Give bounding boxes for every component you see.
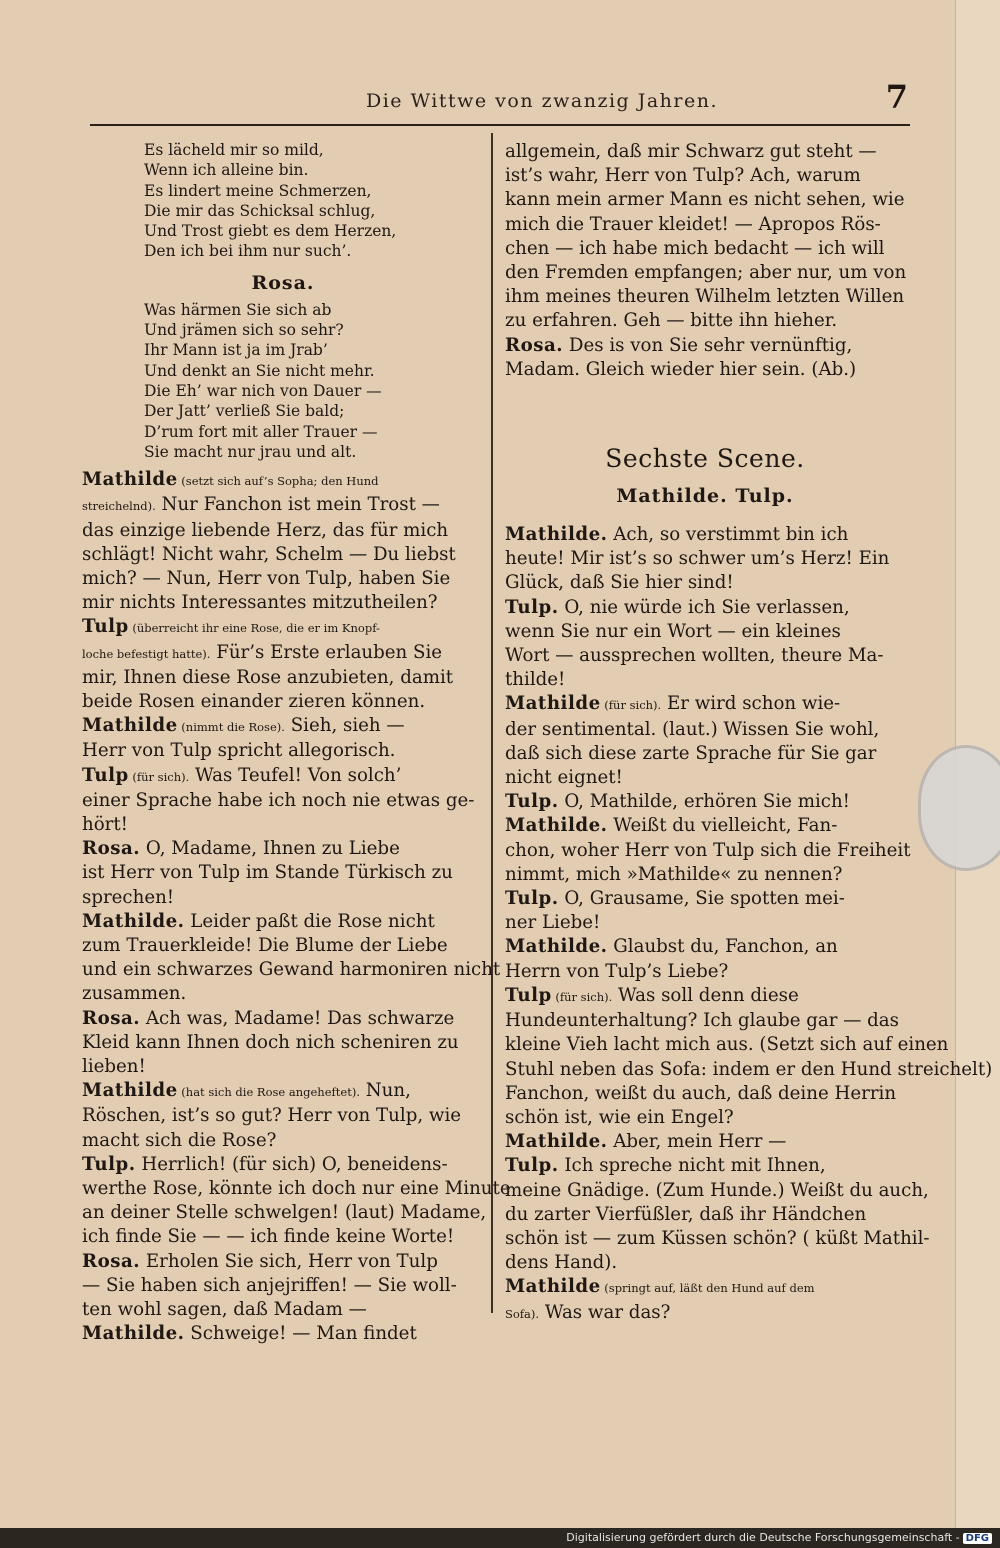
speaker-name: Tulp: [505, 984, 552, 1006]
line-text: lieben!: [82, 1056, 146, 1078]
text-line: [82, 1225, 484, 1249]
text-line: [82, 666, 484, 690]
text-line: [82, 1201, 487, 1225]
dialogue-block: [505, 140, 905, 382]
line-text: kleine Vieh lacht mich aus. (Setzt sich auf einen: [505, 1034, 949, 1056]
text-line: [505, 742, 905, 766]
text-line: [82, 1007, 484, 1031]
speaker-name: Rosa.: [82, 838, 141, 860]
text-line: [505, 523, 905, 547]
text-line: [505, 790, 905, 814]
line-text: Für’s Erste erlauben Sie: [210, 641, 443, 663]
line-text: heute! Mir ist’s so schwer um’s Herz! Ein: [505, 548, 890, 570]
stage-direction: streichelnd).: [82, 499, 156, 514]
text-line: [505, 814, 905, 838]
line-text: ten wohl sagen, daß Madam —: [82, 1299, 367, 1321]
text-line: [82, 641, 484, 666]
line-text: Wort — aussprechen wollten, theure Ma-: [505, 645, 884, 667]
line-text: macht sich die Rose?: [82, 1129, 277, 1151]
speaker-name: Mathilde.: [505, 1131, 608, 1153]
line-text: schlägt! Nicht wahr, Schelm — Du liebst: [82, 543, 456, 565]
line-text: Aber, mein Herr —: [607, 1131, 787, 1153]
text-line: [505, 668, 905, 692]
line-text: — Sie haben sich anjejriffen! — Sie woll-: [82, 1274, 457, 1296]
verse-line: Und denkt an Sie nicht mehr.: [144, 361, 375, 380]
digitization-credit: [566, 1531, 992, 1544]
verse-line: Und jrämen sich so sehr?: [144, 321, 344, 340]
speaker-name: Mathilde: [82, 469, 178, 491]
line-text: zum Trauerkleide! Die Blume der Liebe: [82, 935, 448, 957]
text-line: [82, 615, 484, 640]
speaker-name: Tulp.: [505, 596, 559, 618]
line-text: zu erfahren. Geh — bitte ihn hieher.: [505, 310, 838, 332]
text-line: [505, 692, 905, 717]
line-text: ich finde Sie — — ich finde keine Worte!: [82, 1226, 455, 1248]
line-text: ihm meines theuren Wilhelm letzten Willen: [505, 286, 905, 308]
stage-direction: (hat sich die Rose angeheftet).: [177, 1085, 360, 1100]
line-text: einer Sprache habe ich noch nie etwas ge-: [82, 789, 475, 811]
running-title: Die Wittwe von zwanzig Jahren.: [365, 90, 719, 112]
text-line: [82, 1322, 484, 1346]
line-text: Nun,: [359, 1080, 411, 1102]
verse-block: [144, 300, 484, 462]
stage-direction: (springt auf, läßt den Hund auf dem: [600, 1281, 815, 1296]
verse-line: Es lindert meine Schmerzen,: [144, 181, 372, 200]
text-line: [82, 910, 484, 934]
line-text: Was soll denn diese: [612, 984, 799, 1006]
line-text: Röschen, ist’s so gut? Herr von Tulp, wie: [82, 1105, 462, 1127]
text-line: [82, 861, 484, 885]
speaker-name: Tulp.: [505, 888, 559, 910]
text-line: [505, 1130, 905, 1154]
verse-line: Und Trost giebt es dem Herzen,: [144, 222, 397, 241]
text-line: [505, 839, 911, 863]
text-line: [505, 596, 905, 620]
line-text: nicht eignet!: [505, 767, 623, 789]
line-text: sprechen!: [82, 886, 175, 908]
line-text: meine Gnädige. (Zum Hunde.) Weißt du auch,: [505, 1179, 929, 1201]
line-text: an deiner Stelle schwelgen! (laut) Madame,: [82, 1202, 487, 1224]
line-text: Schweige! — Man findet: [184, 1323, 417, 1345]
text-line: [505, 309, 905, 333]
speaker-name: Mathilde.: [505, 524, 608, 546]
text-line: [505, 718, 905, 742]
line-text: Herrlich! (für sich) O, beneidens-: [135, 1153, 448, 1175]
line-text: Er wird schon wie-: [661, 693, 841, 715]
line-text: Madam. Gleich wieder hier sein. (Ab.): [505, 358, 857, 380]
verse-line: Es lächeld mir so mild,: [144, 141, 324, 159]
text-line: [82, 982, 484, 1006]
text-line: [82, 1129, 484, 1153]
line-text: Kleid kann Ihnen doch nich scheniren zu: [82, 1031, 459, 1053]
text-line: [505, 1106, 905, 1130]
text-line: [505, 1009, 905, 1033]
text-line: [505, 1227, 930, 1251]
text-line: [82, 519, 484, 543]
speaker-name: Rosa.: [82, 1250, 141, 1272]
line-text: daß sich diese zarte Sprache für Sie gar: [505, 742, 877, 764]
line-text: O, Mathilde, erhören Sie mich!: [558, 791, 850, 813]
text-line: [505, 1154, 905, 1178]
verse-line: Was härmen Sie sich ab: [144, 300, 332, 319]
page-number: 7: [885, 78, 908, 116]
text-line: [82, 764, 484, 789]
text-line: [82, 1055, 484, 1079]
verse-line: Den ich bei ihm nur such’.: [144, 242, 352, 261]
text-line: [505, 1058, 993, 1082]
text-line: [82, 468, 484, 493]
speaker-name: Tulp: [82, 616, 129, 638]
speaker-name: Tulp: [82, 764, 129, 786]
verse-line: Ihr Mann ist ja im Jrab’: [144, 341, 328, 360]
text-line: [505, 140, 905, 164]
text-line: [82, 1250, 484, 1274]
text-line: [505, 644, 905, 668]
text-line: [82, 690, 484, 714]
line-text: O, Grausame, Sie spotten mei-: [558, 888, 845, 910]
text-line: [505, 1179, 929, 1203]
text-line: [82, 567, 484, 591]
dialogue-block: [82, 468, 511, 1346]
text-line: [82, 714, 484, 739]
line-text: wenn Sie nur ein Wort — ein kleines: [505, 620, 841, 642]
line-text: Ich spreche nicht mit Ihnen,: [558, 1155, 826, 1177]
line-text: schön ist, wie ein Engel?: [505, 1106, 734, 1128]
line-text: O, nie würde ich Sie verlassen,: [558, 596, 850, 618]
text-line: [505, 164, 905, 188]
line-text: Sieh, sieh —: [284, 715, 405, 737]
stage-direction: (für sich).: [551, 989, 613, 1004]
speaker-name: Mathilde: [505, 1276, 601, 1298]
text-line: [505, 863, 905, 887]
line-text: den Fremden empfangen; aber nur, um von: [505, 262, 907, 284]
text-line: [82, 789, 484, 813]
line-text: und ein schwarzes Gewand harmoniren nicht: [82, 959, 501, 981]
line-text: hört!: [82, 814, 128, 835]
line-text: Herrn von Tulp’s Liebe?: [505, 960, 729, 982]
text-line: [505, 1251, 905, 1275]
verse-line: Sie macht nur jrau und alt.: [144, 442, 357, 461]
text-line: [82, 886, 484, 910]
speaker-name: Mathilde.: [505, 815, 608, 837]
line-text: Weißt du vielleicht, Fan-: [607, 815, 838, 837]
line-text: Ach was, Madame! Das schwarze: [140, 1007, 455, 1029]
line-text: der sentimental. (laut.) Wissen Sie wohl,: [505, 718, 880, 740]
text-line: [505, 1203, 905, 1227]
speaker-name: Mathilde: [82, 1080, 178, 1102]
verse-block: [144, 140, 484, 262]
text-line: [82, 958, 501, 982]
line-text: allgemein, daß mir Schwarz gut steht —: [505, 141, 877, 162]
text-line: [82, 739, 484, 763]
stage-direction: (setzt sich auf’s Sopha; den Hund: [177, 474, 379, 489]
stage-direction: loche befestigt hatte).: [82, 646, 211, 661]
page-header: [90, 78, 910, 126]
scene-cast: Mathilde. Tulp.: [616, 485, 794, 508]
line-text: das einzige liebende Herz, das für mich: [82, 519, 449, 541]
scan-thumb-mark: [918, 745, 1000, 871]
speaker-name: Mathilde: [82, 715, 178, 737]
line-text: Glaubst du, Fanchon, an: [607, 936, 838, 958]
line-text: thilde!: [505, 669, 566, 691]
stage-direction: (nimmt die Rose).: [177, 720, 285, 735]
text-line: [82, 1298, 484, 1322]
line-text: werthe Rose, könnte ich doch nur eine Minute: [82, 1178, 511, 1200]
line-text: Herr von Tulp spricht allegorisch.: [82, 740, 396, 762]
text-line: [82, 1104, 484, 1128]
text-line: [505, 237, 905, 261]
line-text: ist Herr von Tulp im Stande Türkisch zu: [82, 862, 453, 884]
text-line: [505, 188, 905, 212]
text-line: [505, 213, 905, 237]
text-line: [82, 1177, 511, 1201]
line-text: Was war das?: [539, 1301, 671, 1323]
speaker-name: Mathilde.: [505, 936, 608, 958]
stage-direction: (für sich).: [128, 769, 190, 784]
verse-line: Die Eh’ war nich von Dauer —: [144, 381, 382, 400]
speaker-name: Rosa.: [82, 1007, 141, 1029]
line-text: Nur Fanchon ist mein Trost —: [155, 494, 440, 516]
text-line: [82, 493, 484, 518]
text-line: [82, 1079, 484, 1104]
text-line: [82, 813, 484, 837]
line-text: chen — ich habe mich bedacht — ich will: [505, 237, 885, 259]
line-text: Glück, daß Sie hier sind!: [505, 572, 734, 594]
text-line: [82, 1274, 484, 1298]
line-text: beide Rosen einander zieren können.: [82, 690, 426, 712]
line-text: kann mein armer Mann es nicht sehen, wie: [505, 189, 905, 211]
text-line: [82, 591, 484, 615]
speaker-name: Rosa.: [505, 334, 564, 356]
speaker-name: Tulp.: [505, 1155, 559, 1177]
line-text: mir, Ihnen diese Rose anzubieten, damit: [82, 666, 454, 688]
text-line: [505, 334, 905, 358]
line-text: Des is von Sie sehr vernünftig,: [563, 334, 853, 356]
stage-direction: (überreicht ihr eine Rose, die er im Knopf-: [128, 621, 380, 636]
text-line: [505, 1301, 905, 1326]
line-text: mich? — Nun, Herr von Tulp, haben Sie: [82, 567, 451, 589]
dialogue-block: [505, 523, 993, 1326]
verse-line: Die mir das Schicksal schlug,: [144, 201, 376, 220]
text-line: [505, 935, 905, 959]
line-text: schön ist — zum Küssen schön? ( küßt Mathil-: [505, 1227, 930, 1249]
dfg-logo: DFG: [963, 1533, 992, 1544]
text-line: [82, 934, 484, 958]
speaker-name: Tulp.: [82, 1153, 136, 1175]
speaker-name: Tulp.: [505, 791, 559, 813]
line-text: Was Teufel! Von solch’: [189, 764, 402, 786]
speaker-name: Mathilde.: [82, 910, 185, 932]
verse-line: D’rum fort mit aller Trauer —: [144, 422, 378, 441]
text-line: [82, 837, 484, 861]
line-text: ist’s wahr, Herr von Tulp? Ach, warum: [505, 165, 861, 187]
right-column: [505, 140, 993, 1326]
text-line: [505, 620, 905, 644]
stage-direction: (für sich).: [600, 698, 662, 713]
text-line: [505, 984, 905, 1009]
line-text: zusammen.: [82, 983, 187, 1005]
line-text: Hundeunterhaltung? Ich glaube gar — das: [505, 1010, 899, 1032]
credit-text: Digitalisierung gefördert durch die Deutsche Forschungsgemeinschaft -: [566, 1531, 960, 1544]
left-column: [82, 140, 511, 1346]
line-text: Ach, so verstimmt bin ich: [607, 524, 849, 546]
text-line: [505, 766, 905, 790]
line-text: dens Hand).: [505, 1252, 618, 1274]
line-text: mir nichts Interessantes mitzutheilen?: [82, 592, 438, 614]
text-line: [505, 960, 905, 984]
line-text: O, Madame, Ihnen zu Liebe: [140, 838, 400, 860]
speaker-name: Mathilde: [505, 693, 601, 715]
speaker-heading: Rosa.: [251, 271, 315, 294]
line-text: chon, woher Herr von Tulp sich die Freiheit: [505, 839, 911, 861]
text-line: [505, 911, 905, 935]
line-text: Erholen Sie sich, Herr von Tulp: [140, 1250, 438, 1272]
text-line: [82, 1153, 484, 1177]
line-text: ner Liebe!: [505, 912, 601, 934]
text-line: [505, 547, 905, 571]
text-line: [505, 358, 905, 382]
scene-title: Sechste Scene.: [605, 444, 805, 474]
speaker-name: Mathilde.: [82, 1323, 185, 1345]
text-line: [82, 1031, 484, 1055]
text-line: [505, 571, 905, 595]
text-line: [505, 1082, 905, 1106]
text-line: [505, 1275, 905, 1300]
line-text: Stuhl neben das Sofa: indem er den Hund streichelt): [505, 1058, 993, 1080]
text-line: [505, 285, 905, 309]
line-text: du zarter Vierfüßler, daß ihr Händchen: [505, 1203, 867, 1225]
line-text: nimmt, mich »Mathilde« zu nennen?: [505, 863, 843, 885]
text-line: [82, 543, 484, 567]
text-line: [505, 887, 905, 911]
text-line: [505, 1033, 949, 1057]
line-text: mich die Trauer kleidet! — Apropos Rös-: [505, 213, 881, 235]
verse-line: Wenn ich alleine bin.: [144, 161, 309, 180]
verse-line: Der Jatt’ verließ Sie bald;: [144, 402, 345, 421]
column-divider: [491, 133, 493, 1313]
text-line: [505, 261, 905, 285]
line-text: Fanchon, weißt du auch, daß deine Herrin: [505, 1082, 897, 1104]
stage-direction: Sofa).: [505, 1306, 540, 1321]
line-text: Leider paßt die Rose nicht: [184, 910, 435, 932]
